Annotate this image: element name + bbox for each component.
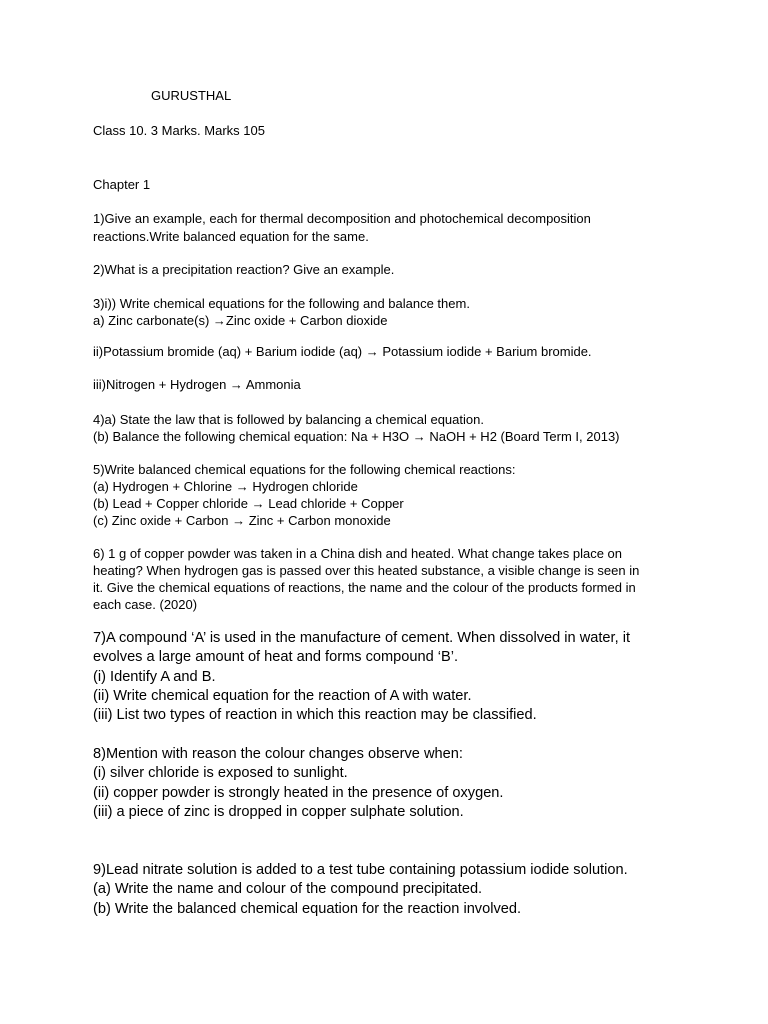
question-9-line-3: (b) Write the balanced chemical equation for the reaction involved. bbox=[93, 901, 522, 917]
question-3-line-2: a) Zinc carbonate(s) →Zinc oxide + Carbon dioxide bbox=[93, 313, 388, 328]
question-6-line-2: heating? When hydrogen gas is passed over this heated substance, a visible change is seen in bbox=[93, 563, 640, 578]
question-3-iii: iii)Nitrogen + Hydrogen → Ammonia bbox=[93, 377, 301, 392]
question-6-line-1: 6) 1 g of copper powder was taken in a China dish and heated. What change takes place on bbox=[93, 546, 623, 561]
question-6-line-4: each case. (2020) bbox=[93, 597, 198, 612]
question-4-line-1: 4)a) State the law that is followed by balancing a chemical equation. bbox=[93, 412, 484, 427]
question-8-line-2: (i) silver chloride is exposed to sunlight. bbox=[93, 765, 348, 781]
question-7-line-2: evolves a large amount of heat and forms compound ‘B’. bbox=[93, 649, 459, 665]
question-7-line-3: (i) Identify A and B. bbox=[93, 669, 216, 685]
question-8-line-1: 8)Mention with reason the colour changes observe when: bbox=[93, 746, 463, 762]
class-info: Class 10. 3 Marks. Marks 105 bbox=[93, 123, 265, 138]
question-5-line-1: 5)Write balanced chemical equations for the following chemical reactions: bbox=[93, 462, 516, 477]
question-7-line-5: (iii) List two types of reaction in which this reaction may be classified. bbox=[93, 707, 537, 723]
question-2-line-1: 2)What is a precipitation reaction? Give an example. bbox=[93, 262, 395, 277]
question-3-line-1: 3)i)) Write chemical equations for the following and balance them. bbox=[93, 296, 470, 311]
question-5-line-4: (c) Zinc oxide + Carbon → Zinc + Carbon monoxide bbox=[93, 513, 391, 528]
question-5-line-3: (b) Lead + Copper chloride → Lead chloride + Copper bbox=[93, 496, 404, 511]
question-8-line-3: (ii) copper powder is strongly heated in the presence of oxygen. bbox=[93, 785, 504, 801]
question-7-line-1: 7)A compound ‘A’ is used in the manufacture of cement. When dissolved in water, it bbox=[93, 630, 631, 646]
question-1-line-1: 1)Give an example, each for thermal decomposition and photochemical decomposition bbox=[93, 211, 591, 226]
question-9-line-2: (a) Write the name and colour of the compound precipitated. bbox=[93, 881, 483, 897]
question-1-line-2: reactions.Write balanced equation for the same. bbox=[93, 229, 369, 244]
chapter-heading: Chapter 1 bbox=[93, 177, 151, 192]
question-8-line-4: (iii) a piece of zinc is dropped in copper sulphate solution. bbox=[93, 804, 464, 820]
question-7-line-4: (ii) Write chemical equation for the reaction of A with water. bbox=[93, 688, 472, 704]
question-5-line-2: (a) Hydrogen + Chlorine → Hydrogen chloride bbox=[93, 479, 358, 494]
question-6-line-3: it. Give the chemical equations of reactions, the name and the colour of the products formed in bbox=[93, 580, 636, 595]
question-3-ii: ii)Potassium bromide (aq) + Barium iodide (aq) → Potassium iodide + Barium bromide. bbox=[93, 344, 592, 359]
school-name: GURUSTHAL bbox=[151, 88, 232, 103]
question-9-line-1: 9)Lead nitrate solution is added to a test tube containing potassium iodide solution. bbox=[93, 862, 628, 878]
question-4-line-2: (b) Balance the following chemical equation: Na + H3O → NaOH + H2 (Board Term I, 2013) bbox=[93, 429, 620, 444]
